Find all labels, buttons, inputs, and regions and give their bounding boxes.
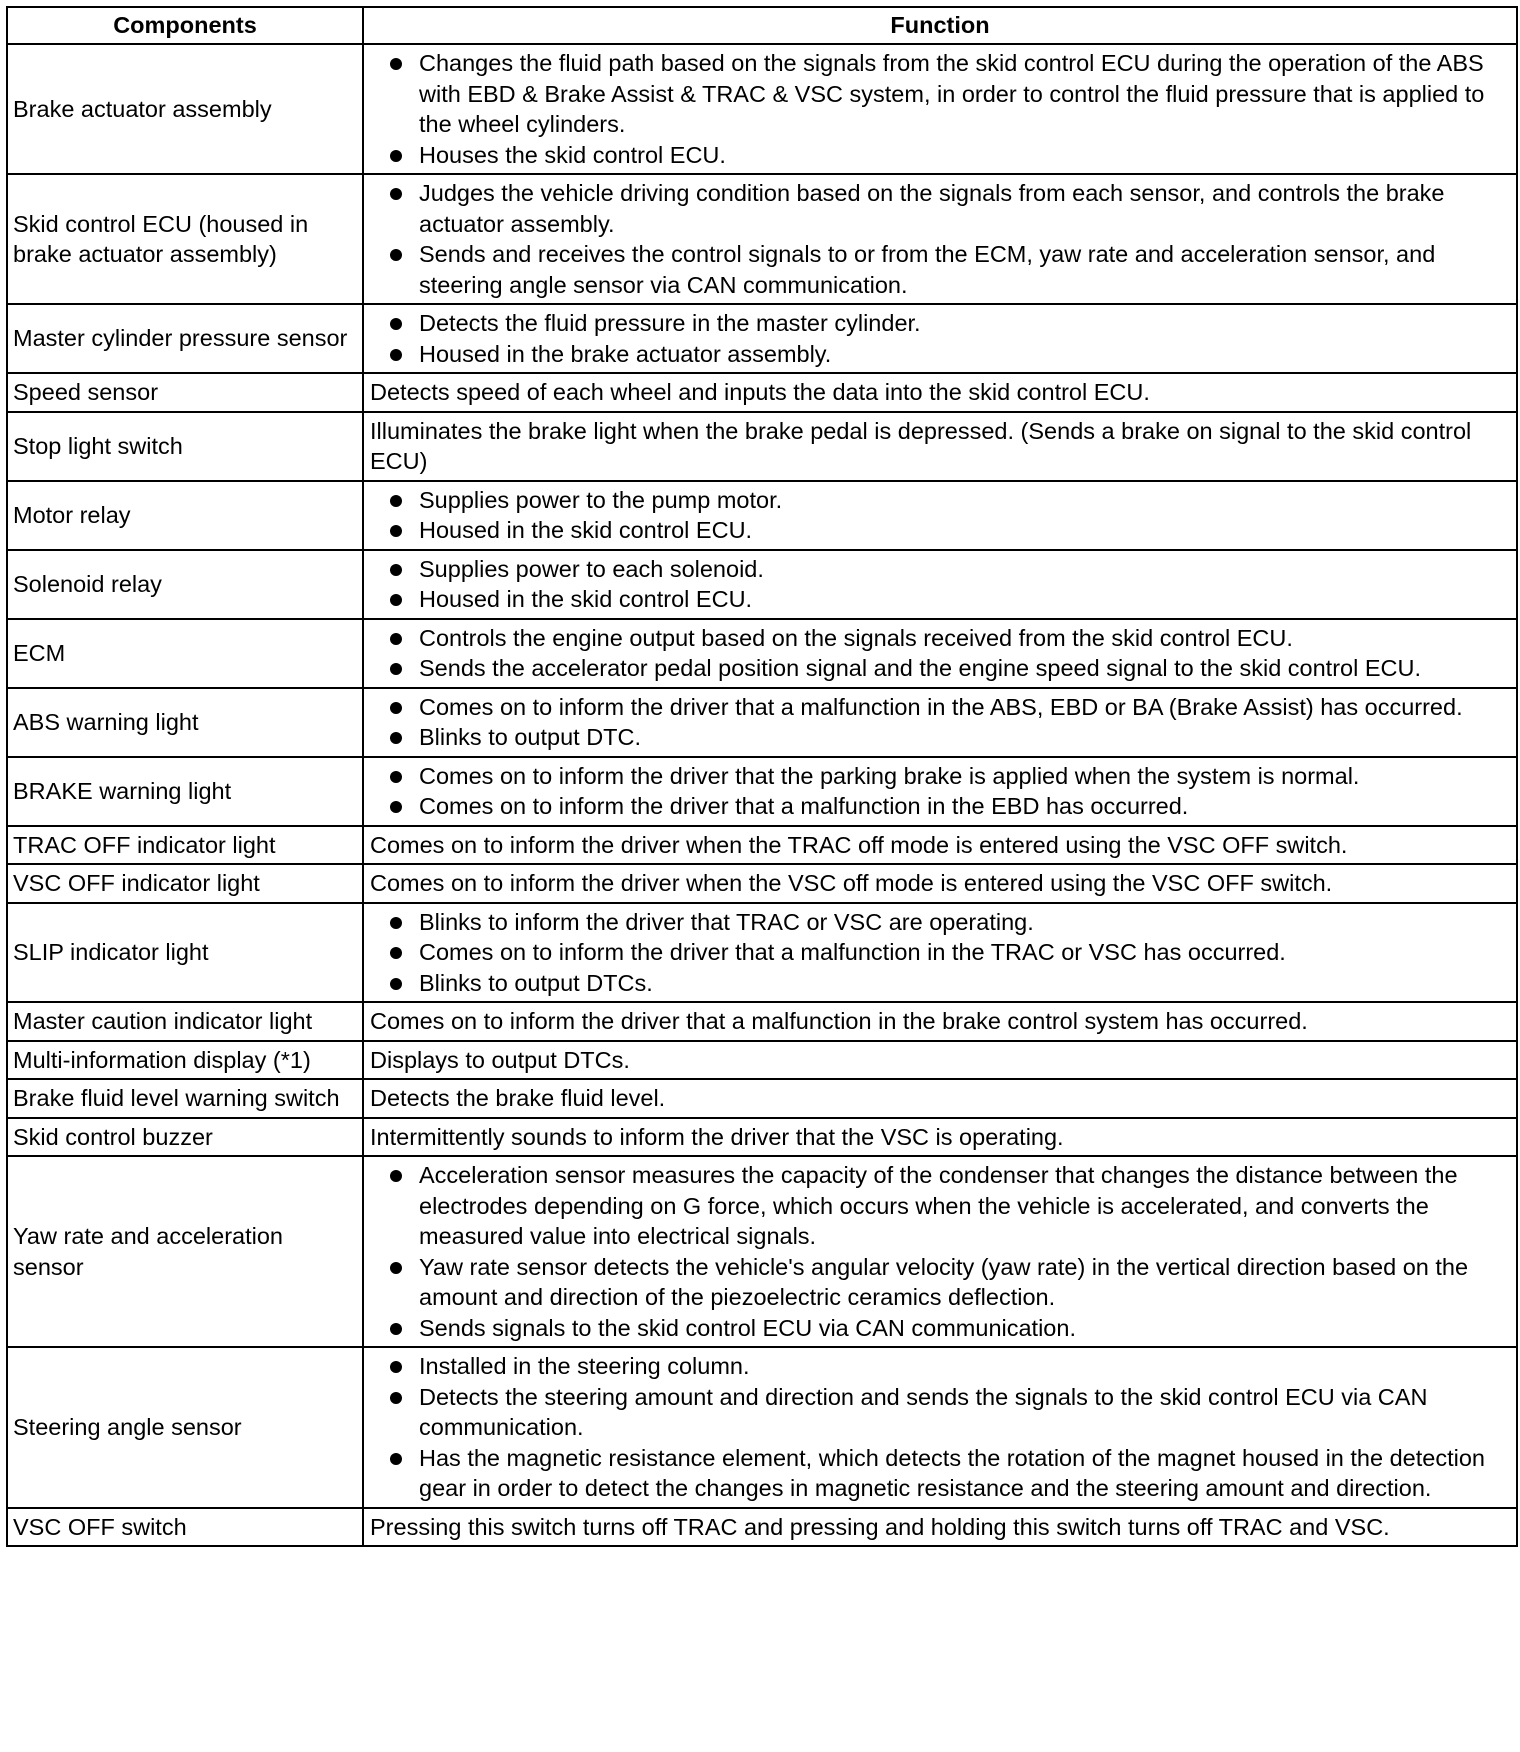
function-bullet: Houses the skid control ECU. [370, 140, 1510, 171]
function-bullet-list [370, 761, 1510, 822]
component-cell: Steering angle sensor [7, 1347, 363, 1508]
function-cell: Comes on to inform the driver when the TRAC off mode is entered using the VSC OFF switch. [363, 826, 1517, 865]
function-cell [363, 757, 1517, 826]
table-row [7, 412, 1517, 481]
function-bullet: Acceleration sensor measures the capacity of the condenser that changes the distance between the electrodes depending on G force, which occurs when the vehicle is accelerated, and converts the measured value into electrical signals. [370, 1160, 1510, 1252]
table-row [7, 1508, 1517, 1547]
function-bullet-list [370, 1351, 1510, 1504]
function-bullet: Controls the engine output based on the signals received from the skid control ECU. [370, 623, 1510, 654]
header-function: Function [363, 7, 1517, 44]
function-bullet: Yaw rate sensor detects the vehicle's angular velocity (yaw rate) in the vertical direction based on the amount and direction of the piezoelectric ceramics deflection. [370, 1252, 1510, 1313]
function-cell [363, 903, 1517, 1003]
function-cell [363, 1347, 1517, 1508]
component-cell: Motor relay [7, 481, 363, 550]
function-cell [363, 619, 1517, 688]
component-cell: Master caution indicator light [7, 1002, 363, 1041]
table-row [7, 1041, 1517, 1080]
function-bullet: Comes on to inform the driver that a malfunction in the TRAC or VSC has occurred. [370, 937, 1510, 968]
function-bullet: Blinks to output DTCs. [370, 968, 1510, 999]
function-cell: Comes on to inform the driver that a malfunction in the brake control system has occurred. [363, 1002, 1517, 1041]
component-cell: Multi-information display (*1) [7, 1041, 363, 1080]
function-bullet: Detects the fluid pressure in the master cylinder. [370, 308, 1510, 339]
component-cell: VSC OFF indicator light [7, 864, 363, 903]
table-row [7, 1079, 1517, 1118]
function-cell [363, 44, 1517, 174]
function-cell [363, 688, 1517, 757]
component-cell: Yaw rate and acceleration sensor [7, 1156, 363, 1347]
function-bullet: Judges the vehicle driving condition based on the signals from each sensor, and controls the brake actuator assembly. [370, 178, 1510, 239]
function-bullet: Has the magnetic resistance element, which detects the rotation of the magnet housed in the detection gear in order to detect the changes in magnetic resistance and the steering amount and direction. [370, 1443, 1510, 1504]
function-bullet: Installed in the steering column. [370, 1351, 1510, 1382]
component-cell: ABS warning light [7, 688, 363, 757]
table-row [7, 757, 1517, 826]
component-cell: SLIP indicator light [7, 903, 363, 1003]
function-cell: Detects speed of each wheel and inputs the data into the skid control ECU. [363, 373, 1517, 412]
function-bullet-list [370, 907, 1510, 999]
table-row [7, 826, 1517, 865]
table-row [7, 304, 1517, 373]
component-cell: Speed sensor [7, 373, 363, 412]
function-bullet: Housed in the skid control ECU. [370, 515, 1510, 546]
table-row [7, 1156, 1517, 1347]
table-row [7, 864, 1517, 903]
function-cell [363, 550, 1517, 619]
table-row [7, 1347, 1517, 1508]
function-bullet: Blinks to output DTC. [370, 722, 1510, 753]
function-cell: Detects the brake fluid level. [363, 1079, 1517, 1118]
function-bullet-list [370, 485, 1510, 546]
function-bullet: Housed in the brake actuator assembly. [370, 339, 1510, 370]
function-cell [363, 481, 1517, 550]
function-bullet: Supplies power to each solenoid. [370, 554, 1510, 585]
component-cell: Stop light switch [7, 412, 363, 481]
table-row [7, 1002, 1517, 1041]
component-cell: Skid control ECU (housed in brake actuator assembly) [7, 174, 363, 304]
function-bullet: Supplies power to the pump motor. [370, 485, 1510, 516]
table-header-row [7, 7, 1517, 44]
function-cell: Comes on to inform the driver when the VSC off mode is entered using the VSC OFF switch. [363, 864, 1517, 903]
function-bullet-list [370, 1160, 1510, 1343]
component-cell: Brake fluid level warning switch [7, 1079, 363, 1118]
function-bullet: Sends and receives the control signals to or from the ECM, yaw rate and acceleration sensor, and steering angle sensor via CAN communication. [370, 239, 1510, 300]
function-bullet: Detects the steering amount and direction and sends the signals to the skid control ECU via CAN communication. [370, 1382, 1510, 1443]
function-bullet: Comes on to inform the driver that the parking brake is applied when the system is normal. [370, 761, 1510, 792]
function-bullet: Blinks to inform the driver that TRAC or VSC are operating. [370, 907, 1510, 938]
function-bullet-list [370, 48, 1510, 170]
function-cell: Pressing this switch turns off TRAC and pressing and holding this switch turns off TRAC and VSC. [363, 1508, 1517, 1547]
table-row [7, 688, 1517, 757]
component-cell: Skid control buzzer [7, 1118, 363, 1157]
function-bullet: Comes on to inform the driver that a malfunction in the ABS, EBD or BA (Brake Assist) has occurred. [370, 692, 1510, 723]
component-cell: Master cylinder pressure sensor [7, 304, 363, 373]
table-row [7, 619, 1517, 688]
table-body [7, 44, 1517, 1546]
table-row [7, 373, 1517, 412]
table-row [7, 1118, 1517, 1157]
function-bullet: Sends the accelerator pedal position signal and the engine speed signal to the skid control ECU. [370, 653, 1510, 684]
components-function-table [6, 6, 1518, 1547]
function-cell [363, 304, 1517, 373]
table-row [7, 903, 1517, 1003]
function-bullet-list [370, 178, 1510, 300]
function-bullet-list [370, 308, 1510, 369]
component-cell: Solenoid relay [7, 550, 363, 619]
function-bullet-list [370, 692, 1510, 753]
component-cell: ECM [7, 619, 363, 688]
function-cell: Intermittently sounds to inform the driver that the VSC is operating. [363, 1118, 1517, 1157]
function-bullet: Housed in the skid control ECU. [370, 584, 1510, 615]
function-bullet-list [370, 623, 1510, 684]
table-row [7, 174, 1517, 304]
function-cell: Illuminates the brake light when the brake pedal is depressed. (Sends a brake on signal to the skid control ECU) [363, 412, 1517, 481]
component-cell: Brake actuator assembly [7, 44, 363, 174]
table-row [7, 44, 1517, 174]
component-cell: TRAC OFF indicator light [7, 826, 363, 865]
table-row [7, 481, 1517, 550]
function-bullet-list [370, 554, 1510, 615]
function-cell: Displays to output DTCs. [363, 1041, 1517, 1080]
function-bullet: Sends signals to the skid control ECU via CAN communication. [370, 1313, 1510, 1344]
header-components: Components [7, 7, 363, 44]
function-bullet: Changes the fluid path based on the signals from the skid control ECU during the operation of the ABS with EBD & Brake Assist & TRAC & VSC system, in order to control the fluid pressure that is applied to the wheel cylinders. [370, 48, 1510, 140]
function-cell [363, 174, 1517, 304]
table-row [7, 550, 1517, 619]
component-cell: VSC OFF switch [7, 1508, 363, 1547]
component-cell: BRAKE warning light [7, 757, 363, 826]
function-bullet: Comes on to inform the driver that a malfunction in the EBD has occurred. [370, 791, 1510, 822]
function-cell [363, 1156, 1517, 1347]
